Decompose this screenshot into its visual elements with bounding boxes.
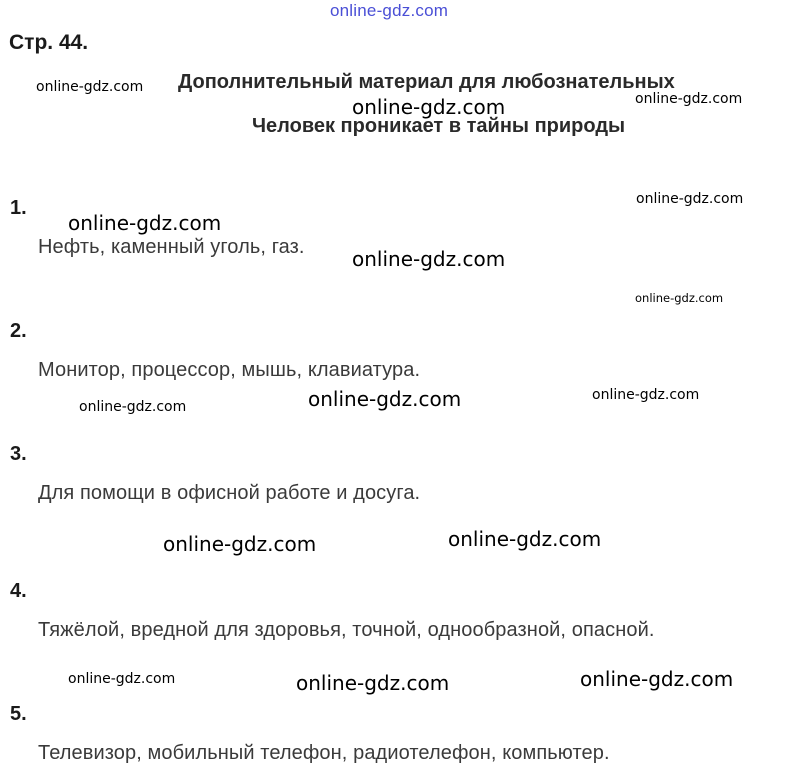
watermark: online-gdz.com	[592, 387, 700, 403]
page-reference: Стр. 44.	[9, 31, 89, 54]
answer-text: Тяжёлой, вредной для здоровья, точной, однообразной, опасной.	[38, 619, 655, 641]
watermark: online-gdz.com	[296, 671, 450, 695]
section-heading: Дополнительный материал для любознательных	[178, 71, 675, 93]
section-subheading: Человек проникает в тайны природы	[252, 115, 626, 137]
top-watermark: online-gdz.com	[330, 1, 449, 20]
answer-number: 4.	[10, 580, 27, 602]
answer-number: 2.	[10, 320, 27, 342]
watermark: online-gdz.com	[163, 532, 317, 556]
answer-number: 3.	[10, 443, 27, 465]
answer-text: Телевизор, мобильный телефон, радиотелефон, компьютер.	[38, 742, 610, 764]
watermark: online-gdz.com	[68, 671, 176, 687]
watermark: online-gdz.com	[308, 387, 462, 411]
watermark: online-gdz.com	[36, 79, 144, 95]
watermark: online-gdz.com	[352, 95, 506, 119]
watermark: online-gdz.com	[635, 91, 743, 107]
watermark: online-gdz.com	[635, 291, 724, 305]
answer-text: Нефть, каменный уголь, газ.	[38, 236, 305, 258]
answer-text: Монитор, процессор, мышь, клавиатура.	[38, 359, 421, 381]
answer-number: 5.	[10, 703, 27, 725]
watermark: online-gdz.com	[352, 247, 506, 271]
watermark: online-gdz.com	[448, 527, 602, 551]
watermark: online-gdz.com	[580, 667, 734, 691]
watermark: online-gdz.com	[636, 191, 744, 207]
watermark: online-gdz.com	[68, 211, 222, 235]
answer-text: Для помощи в офисной работе и досуга.	[38, 482, 421, 504]
watermark: online-gdz.com	[79, 399, 187, 415]
answer-number: 1.	[10, 197, 27, 219]
